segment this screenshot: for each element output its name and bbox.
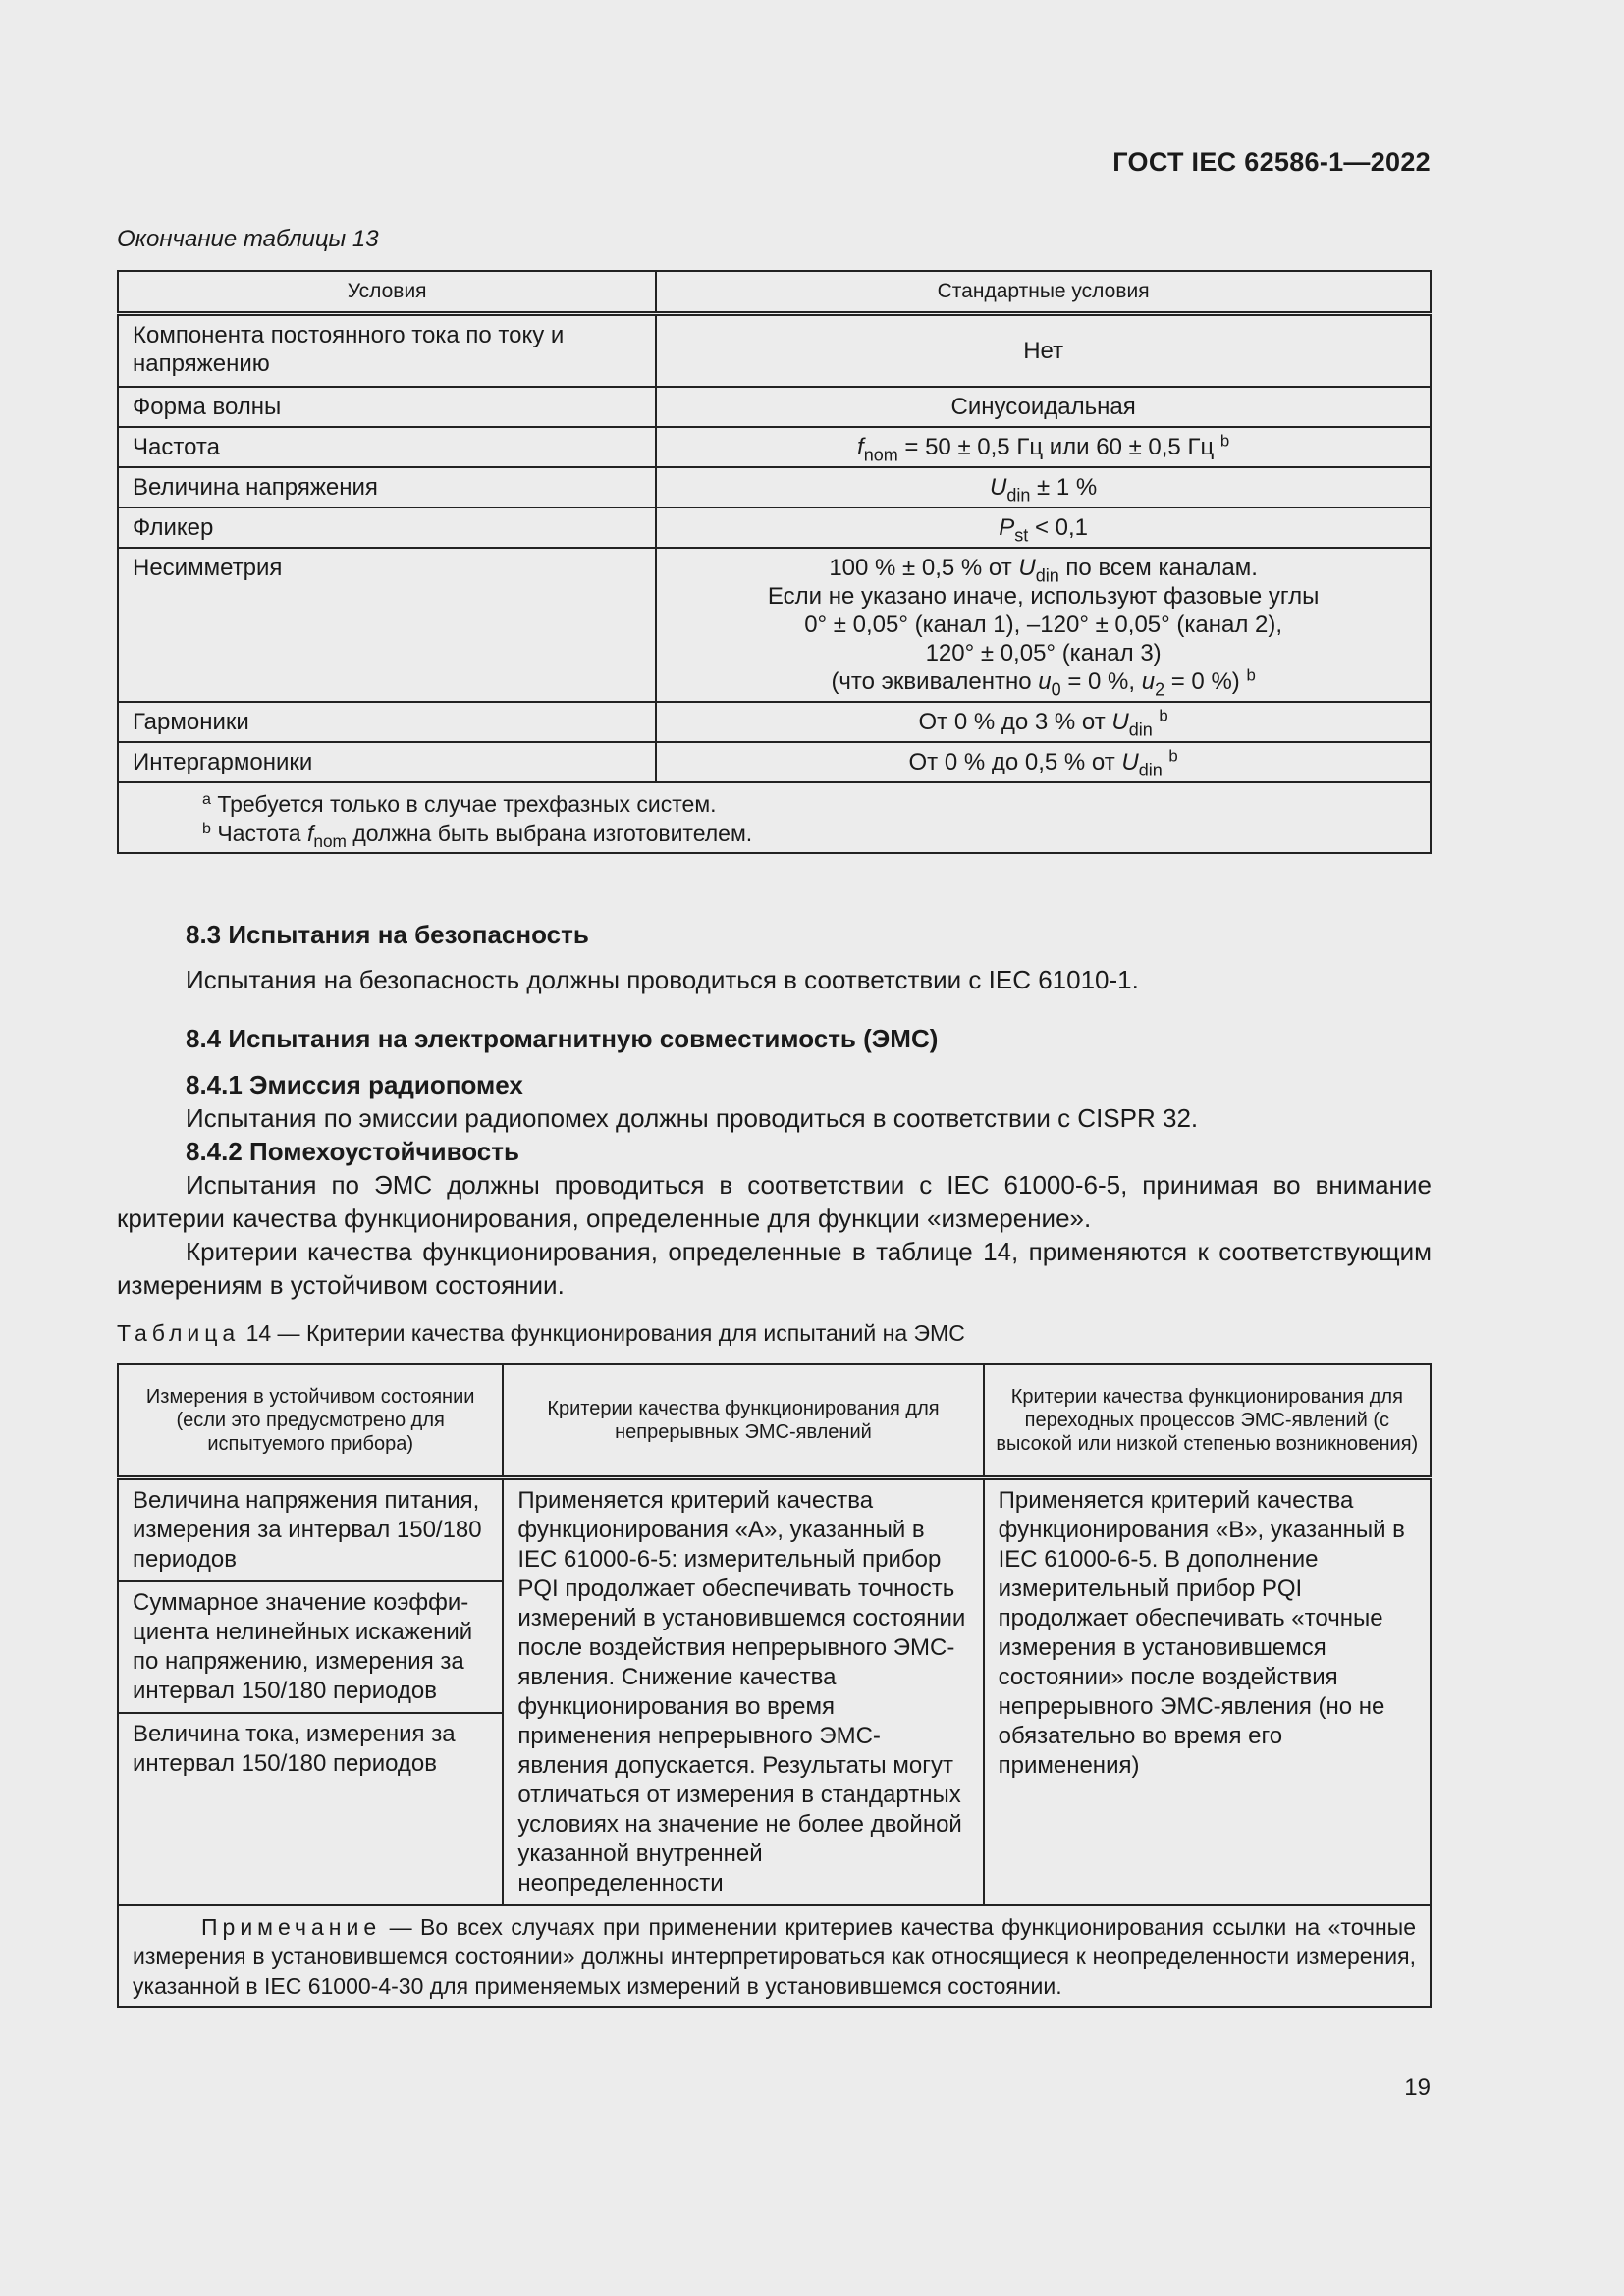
condition-cell: Несимметрия: [118, 548, 656, 702]
column-header: Измерения в устойчивом состоянии (если это предусмотрено для испытуемого прибора): [118, 1364, 503, 1478]
table-header-row: [118, 1364, 1431, 1478]
table14-caption: Таблица 14 — Критерии качества функционирования для испытаний на ЭМС: [117, 1320, 965, 1346]
table-row: [118, 427, 1431, 467]
criteria-continuous-cell: Применяется критерий качества функционирования «А», указанный в IEC 61000-6-5: измерительный прибор PQI продолжает обеспечивать точность измерений в установившемся состоянии после воздействия непрерывного ЭМС-явления. Снижение качества функционирования во время применения непрерывного ЭМС-явления допускается. Результаты могут отличаться от измерения в стандартных условиях на значение не более двойной указанной внутренней неопределенности: [503, 1478, 983, 1906]
value-cell: 100 % ± 0,5 % от $U_{din}$ по всем каналам. Если не указано иначе, используют фазовые углы 0° ± 0,05° (канал 1), –120° ± 0,05° (канал 2), 120° ± 0,05° (канал 3) (что эквивалентно $u_0 = 0$ %, $u_2 = 0$ %) $^b$: [656, 548, 1431, 702]
paragraph-8-4-1: Испытания по эмиссии радиопомех должны проводиться в соответствии с CISPR 32.: [186, 1103, 1199, 1133]
value-cell: От 0 % до 3 % от $U_{din}$ $^b$: [656, 702, 1431, 742]
heading-8-4: 8.4 Испытания на электромагнитную совместимость (ЭМС): [186, 1024, 939, 1053]
value-cell: Синусоидальная: [656, 387, 1431, 427]
condition-cell: Частота: [118, 427, 656, 467]
section-8-3: [117, 918, 1432, 996]
value-cell: От 0 % до 0,5 % от $U_{din}$ $^b$: [656, 742, 1431, 782]
paragraph-8-4-2b: Критерии качества функционирования, определенные в таблице 14, применяются к соответствующим измерениям в устойчивом состоянии.: [117, 1237, 1432, 1300]
table-row: [118, 507, 1431, 548]
condition-cell: Интергармоники: [118, 742, 656, 782]
criteria-transient-cell: Применяется критерий качества функционирования «В», указанный в IEC 61000-6-5. В дополнение измерительный прибор PQI продолжает обеспечивать «точные измерения в установившемся состоянии» после воздействия непрерывного ЭМС-явления (но не обязательно во время его применения): [984, 1478, 1431, 1906]
table-note-row: [118, 1905, 1431, 2007]
condition-cell: Компонента постоянного тока по току и напряжению: [118, 314, 656, 387]
table-row: [118, 387, 1431, 427]
paragraph-8-4-2a: Испытания по ЭМС должны проводиться в соответствии с IEC 61000-6-5, принимая во внимание критерии качества функционирования, определенные для функции «измерение».: [117, 1170, 1432, 1233]
table-14: [117, 1363, 1432, 2008]
heading-8-4-1: 8.4.1 Эмиссия радиопомех: [186, 1070, 523, 1099]
table-row: [118, 742, 1431, 782]
table-note: Примечание — Во всех случаях при применении критериев качества функционирования ссылки на «точные измерения в установившемся состоянии» должны интерпретироваться как относящиеся к неопределенности измерения, указанной в IEC 61000-4-30 для применяемых измерений в установившемся состоянии.: [118, 1905, 1431, 2007]
table-row: [118, 1478, 1431, 1906]
value-cell: $U_{din} \pm 1$ %: [656, 467, 1431, 507]
column-header: Стандартные условия: [656, 271, 1431, 314]
table-row: [118, 548, 1431, 702]
table-footnotes: [118, 782, 1431, 853]
measurement-item: Величина напряжения питания, измерения за интервал 150/180 периодов: [119, 1480, 502, 1582]
heading-8-3: 8.3 Испытания на безопасность: [186, 920, 589, 949]
table13-caption: Окончание таблицы 13: [117, 226, 379, 252]
footnote-a: $^a$ Требуется только в случае трехфазных систем.: [202, 789, 717, 817]
section-8-4: [117, 1022, 1432, 1302]
table-13: [117, 270, 1432, 854]
footnotes-cell: [118, 782, 1431, 853]
paragraph-8-3: Испытания на безопасность должны проводиться в соответствии с IEC 61010-1.: [186, 965, 1139, 994]
value-cell: $f_{nom} = 50 \pm 0,5$ Гц или 60 ± 0,5 Гц $^b$: [656, 427, 1431, 467]
table-row: [118, 702, 1431, 742]
column-header: Критерии качества функционирования для переходных процессов ЭМС-явлений (с высокой или низкой степенью возникновения): [984, 1364, 1431, 1478]
table-row: [118, 314, 1431, 387]
measurements-cell: [118, 1478, 503, 1906]
measurement-item: Величина тока, измерения за интервал 150/180 периодов: [133, 1721, 456, 1777]
measurement-item: Суммарное значение коэффициента нелинейных искажений по напряжению, измерения за интервал 150/180 периодов: [119, 1582, 502, 1714]
condition-cell: Величина напряжения: [118, 467, 656, 507]
condition-cell: Гармоники: [118, 702, 656, 742]
column-header: Критерии качества функционирования для непрерывных ЭМС-явлений: [503, 1364, 983, 1478]
value-cell: Нет: [656, 314, 1431, 387]
column-header: Условия: [118, 271, 656, 314]
condition-cell: Форма волны: [118, 387, 656, 427]
condition-cell: Фликер: [118, 507, 656, 548]
value-cell: $P_{st} < 0,1$: [656, 507, 1431, 548]
table-row: [118, 467, 1431, 507]
table-header-row: [118, 271, 1431, 314]
document-header: ГОСТ IEC 62586-1—2022: [1112, 147, 1431, 177]
page-number: 19: [1404, 2074, 1431, 2101]
footnote-b: $^b$ Частота $f_{nom}$ должна быть выбрана изготовителем.: [202, 819, 753, 851]
heading-8-4-2: 8.4.2 Помехоустойчивость: [186, 1137, 519, 1166]
